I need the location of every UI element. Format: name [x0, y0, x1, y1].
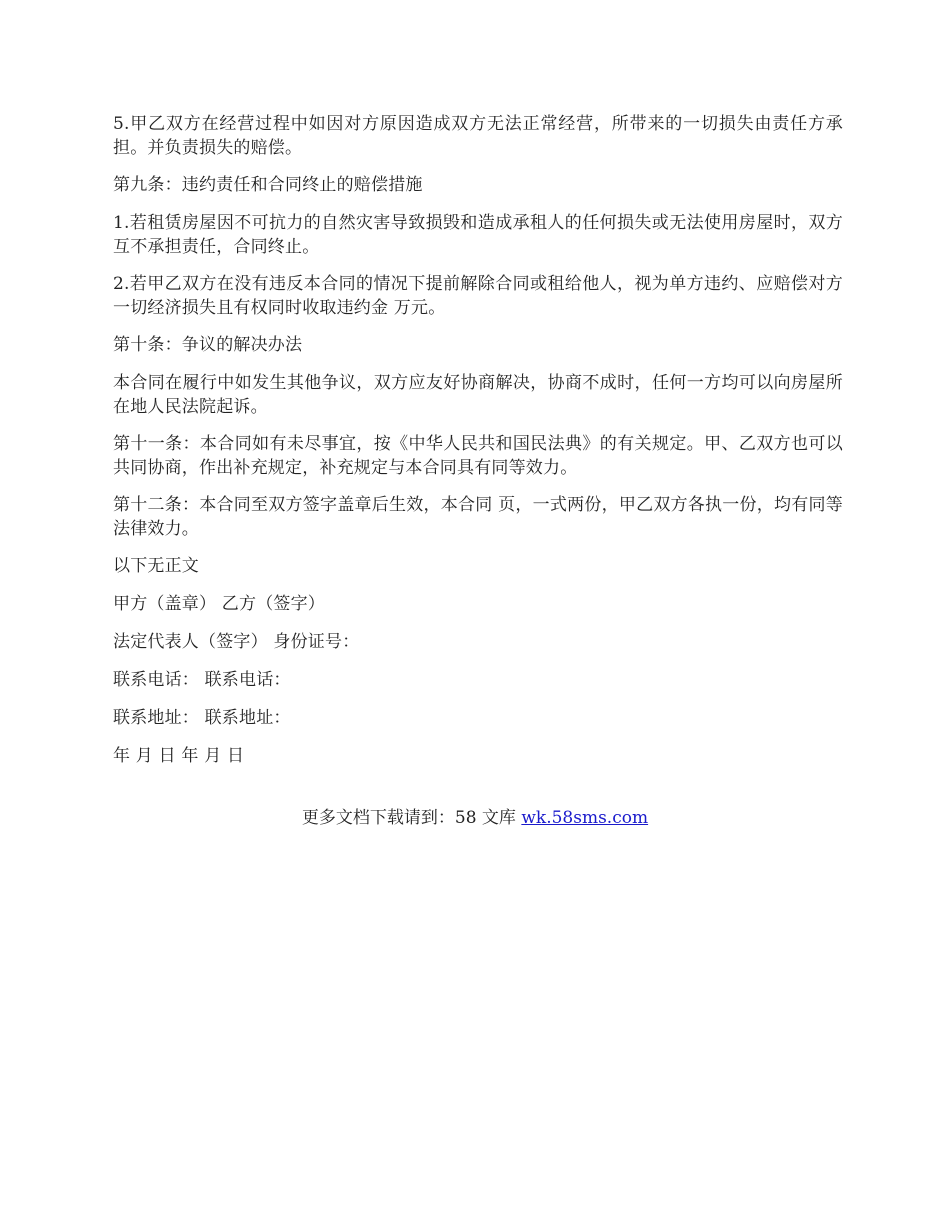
clause-1-force-majeure: 1.若租赁房屋因不可抗力的自然灾害导致损毁和造成承租人的任何损失或无法使用房屋时，双方互不承担责任，合同终止。: [113, 213, 843, 257]
document-body: [113, 112, 843, 782]
clause-2-breach-penalty: 2.若甲乙双方在没有违反本合同的情况下提前解除合同或租给他人，视为单方违约、应赔偿对方一切经济损失且有权同时收取违约金 万元。: [113, 274, 843, 318]
article-9-heading: 第九条：违约责任和合同终止的赔偿措施: [113, 175, 423, 195]
end-of-text-note: 以下无正文: [113, 556, 199, 576]
article-12-text: 第十二条：本合同至双方签字盖章后生效，本合同 页，一式两份，甲乙双方各执一份，均有同等法律效力。: [113, 495, 843, 539]
dispute-resolution-text: 本合同在履行中如发生其他争议，双方应友好协商解决，协商不成时，任何一方均可以向房屋所在地人民法院起诉。: [113, 373, 843, 417]
contact-address-line: 联系地址： 联系地址：: [113, 708, 291, 728]
article-10-heading: 第十条：争议的解决办法: [113, 335, 303, 355]
signature-party-line: 甲方（盖章） 乙方（签字）: [113, 594, 326, 614]
article-11-text: 第十一条：本合同如有未尽事宜，按《中华人民共和国民法典》的有关规定。甲、乙双方也可以共同协商，作出补充规定，补充规定与本合同具有同等效力。: [113, 434, 843, 478]
contact-phone-line: 联系电话： 联系电话：: [113, 670, 291, 690]
clause-5-loss-liability: 5.甲乙双方在经营过程中如因对方原因造成双方无法正常经营，所带来的一切损失由责任方承担。并负责损失的赔偿。: [113, 114, 843, 158]
legal-rep-id-line: 法定代表人（签字） 身份证号：: [113, 632, 360, 652]
download-footer: [0, 806, 950, 830]
footer-prefix: 更多文档下载请到：58 文库: [301, 808, 522, 828]
footer-link[interactable]: wk.58sms.com: [521, 808, 649, 828]
date-line: 年 月 日 年 月 日: [113, 746, 245, 766]
